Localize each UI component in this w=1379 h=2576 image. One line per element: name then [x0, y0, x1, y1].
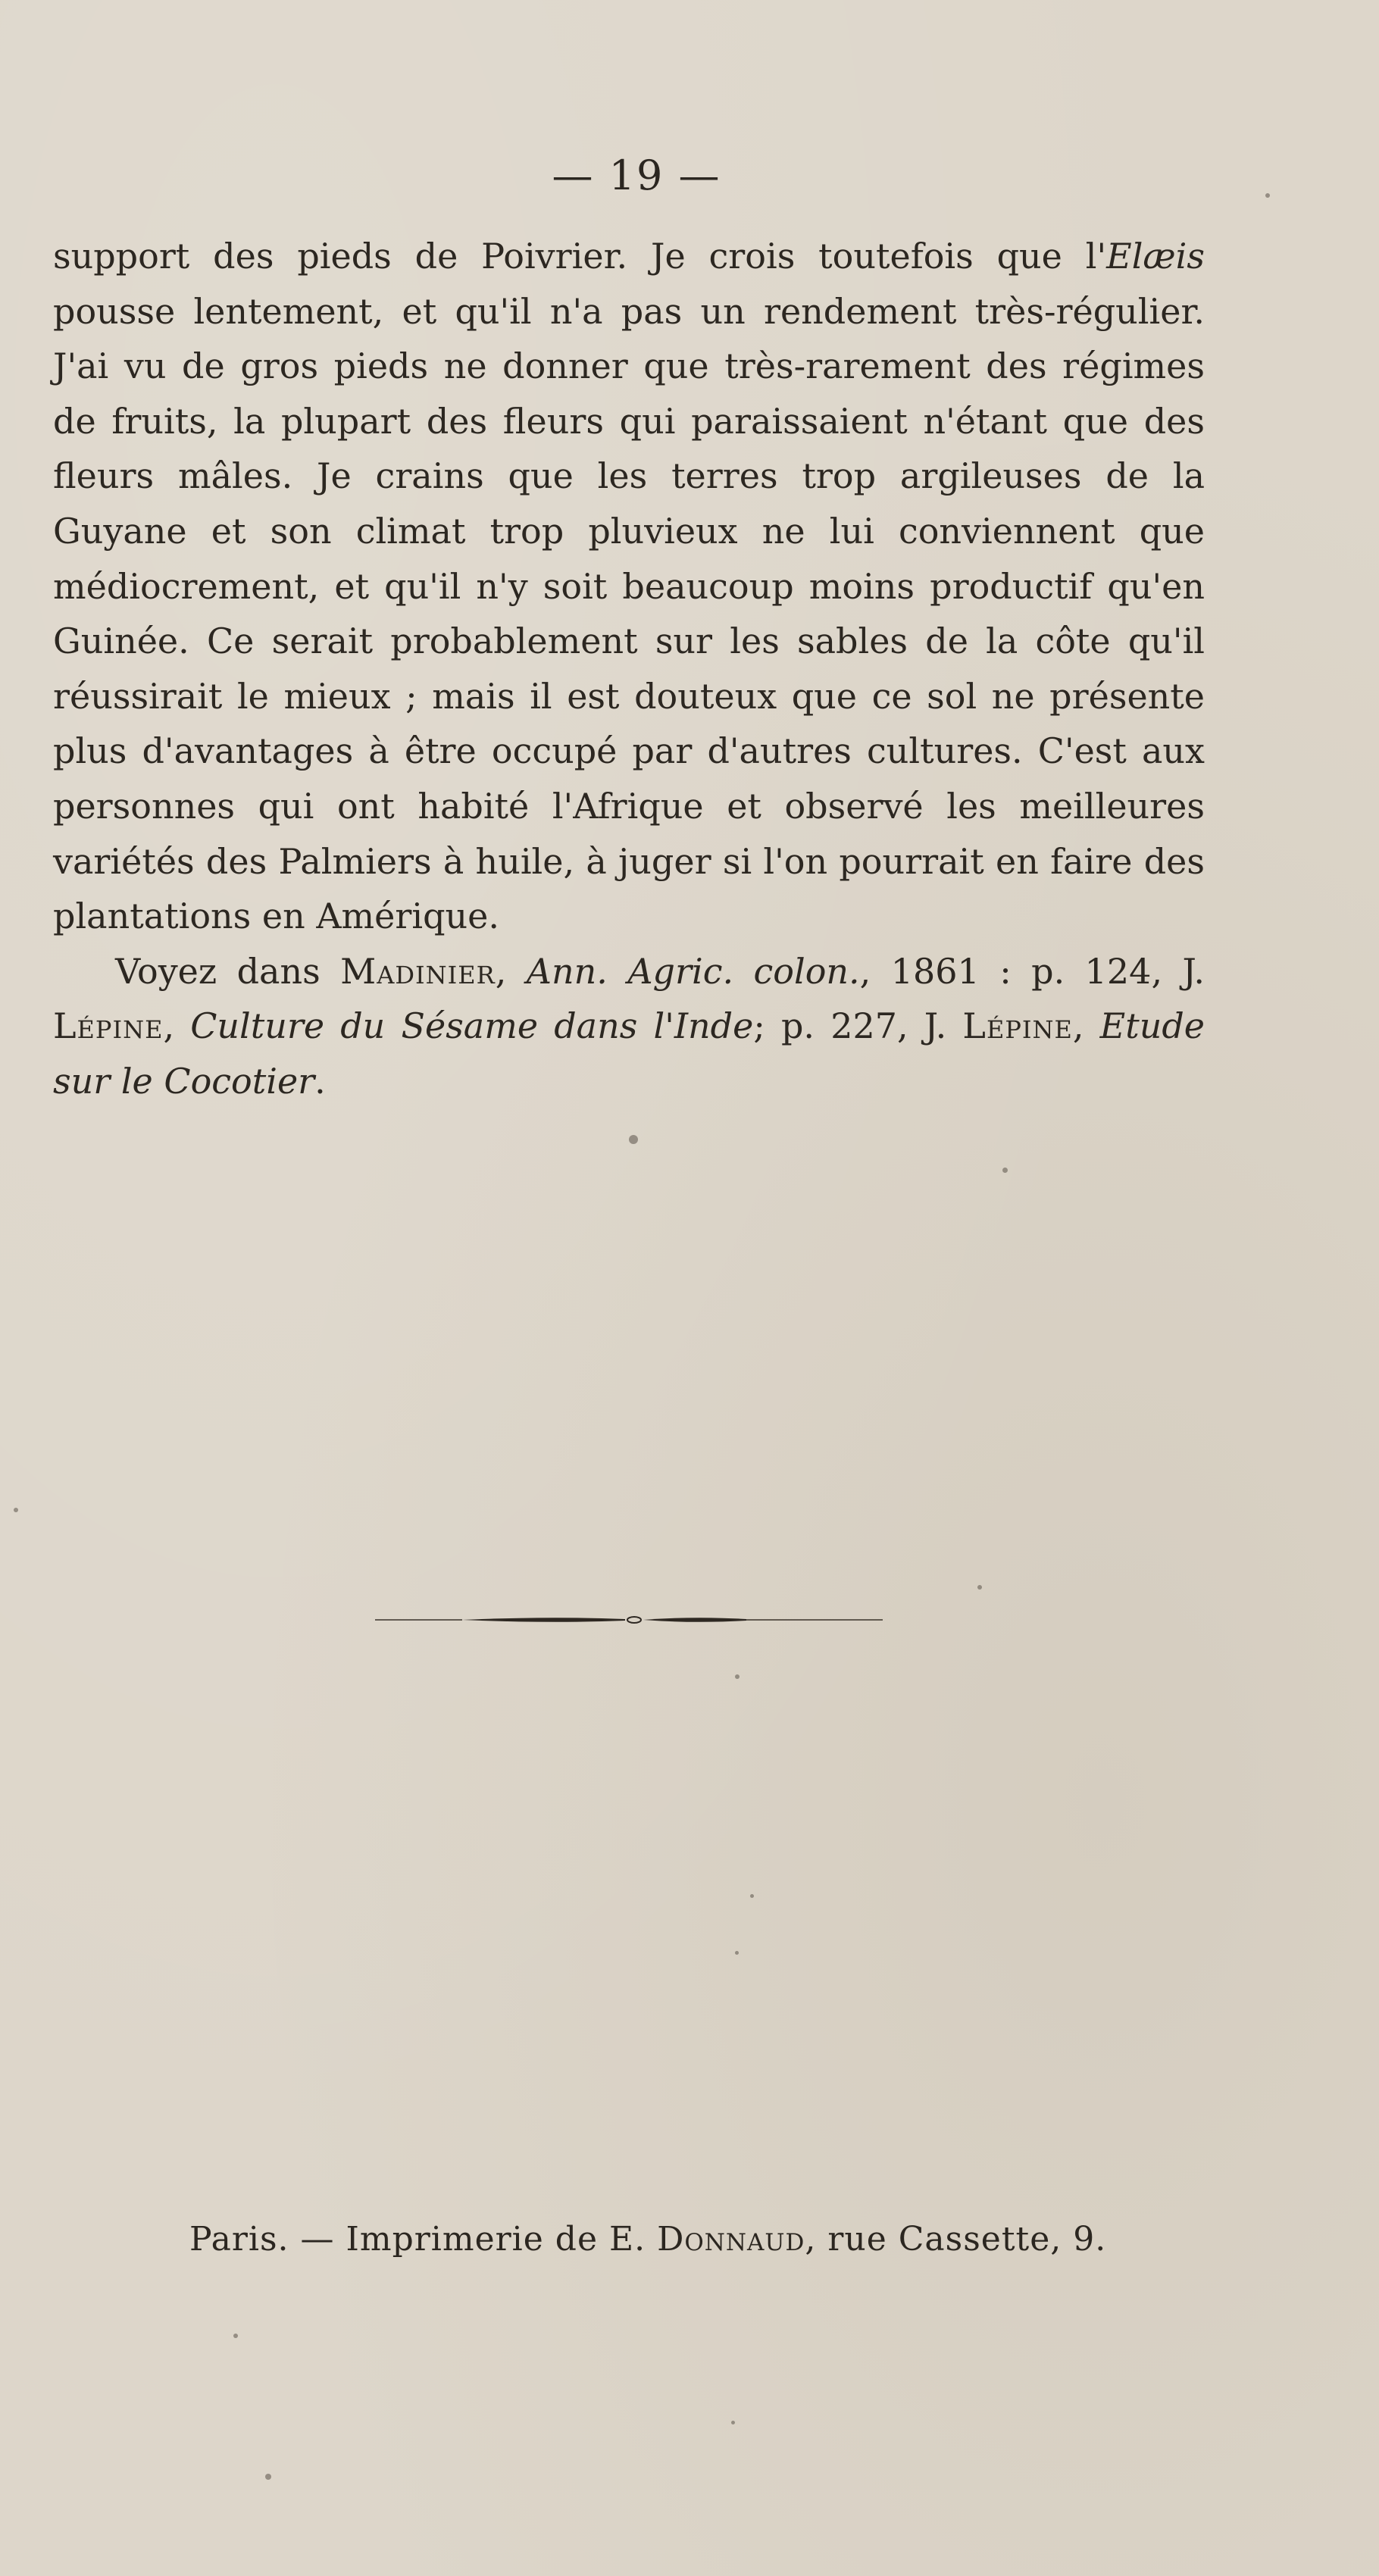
paper-speck	[735, 1951, 739, 1955]
ref-author-lepine-2: Lépine	[962, 1005, 1073, 1047]
paper-speck	[731, 2421, 735, 2424]
paragraph-elaeis	[53, 229, 1205, 944]
imprint-printer-name: Donnaud	[657, 2220, 805, 2259]
paper-speck	[1002, 1168, 1008, 1173]
ref-author-lepine-1: Lépine	[53, 1005, 164, 1047]
paragraph-elaeis-rest: pousse lentement, et qu'il n'a pas un rendement très-régulier. J'ai vu de gros pieds ne donner que très-rarement des régimes de fruits, la plupart des fleurs qui paraissaient n'étant que des fleurs mâles. Je crains que les terres trop argileuses de la Guyane et son climat trop pluvieux ne lui conviennent que médiocrement, et qu'il n'y soit beaucoup moins productif qu'en Guinée. Ce serait probablement sur les sables de la côte qu'il réussirait le mieux ; mais il est douteux que ce sol ne présente plus d'avantages à être occupé par d'autres cultures. C'est aux personnes qui ont habité l'Afrique et observé les meilleures variétés des Palmiers à huile, à juger si l'on pourrait en faire des plantations en Amérique.	[53, 290, 1205, 937]
paper-speck	[265, 2474, 271, 2480]
ref-pages-2: ; p. 227, J.	[753, 1005, 963, 1047]
ref-title-annales: Ann. Agric. colon.	[526, 950, 860, 992]
ref-sep-2: ,	[163, 1005, 191, 1047]
ref-sep-1: ,	[495, 950, 527, 992]
ornamental-rule	[375, 1615, 883, 1625]
elaeis-term: Elæis	[1106, 236, 1205, 277]
ref-title-cocotier: Etude sur le Cocotier	[53, 1005, 1205, 1102]
printer-imprint	[189, 2220, 1174, 2259]
ref-voyez: Voyez dans	[115, 950, 341, 992]
imprint-suffix: , rue Cassette, 9.	[805, 2220, 1107, 2259]
paper-speck	[735, 1674, 740, 1679]
imprint-prefix: Paris. — Imprimerie de E.	[189, 2220, 658, 2259]
paper-speck	[629, 1135, 638, 1144]
paper-speck	[750, 1894, 754, 1898]
paper-speck	[1265, 193, 1270, 198]
paragraph-elaeis-start: support des pieds de Poivrier. Je crois toutefois que l'	[53, 236, 1107, 277]
paper-speck	[233, 2334, 238, 2338]
body-text	[53, 229, 1205, 1109]
paragraph-references	[53, 944, 1205, 1109]
paper-speck	[14, 1508, 18, 1512]
ref-year-pages: , 1861 : p. 124, J.	[859, 950, 1205, 992]
page-number: — 19 —	[552, 152, 721, 199]
ref-end: .	[314, 1060, 326, 1102]
ref-title-sesame: Culture du Sésame dans l'Inde	[190, 1005, 754, 1047]
paper-speck	[977, 1585, 982, 1590]
ref-author-madinier: Madinier	[340, 950, 496, 992]
ref-sep-3: ,	[1072, 1005, 1100, 1047]
